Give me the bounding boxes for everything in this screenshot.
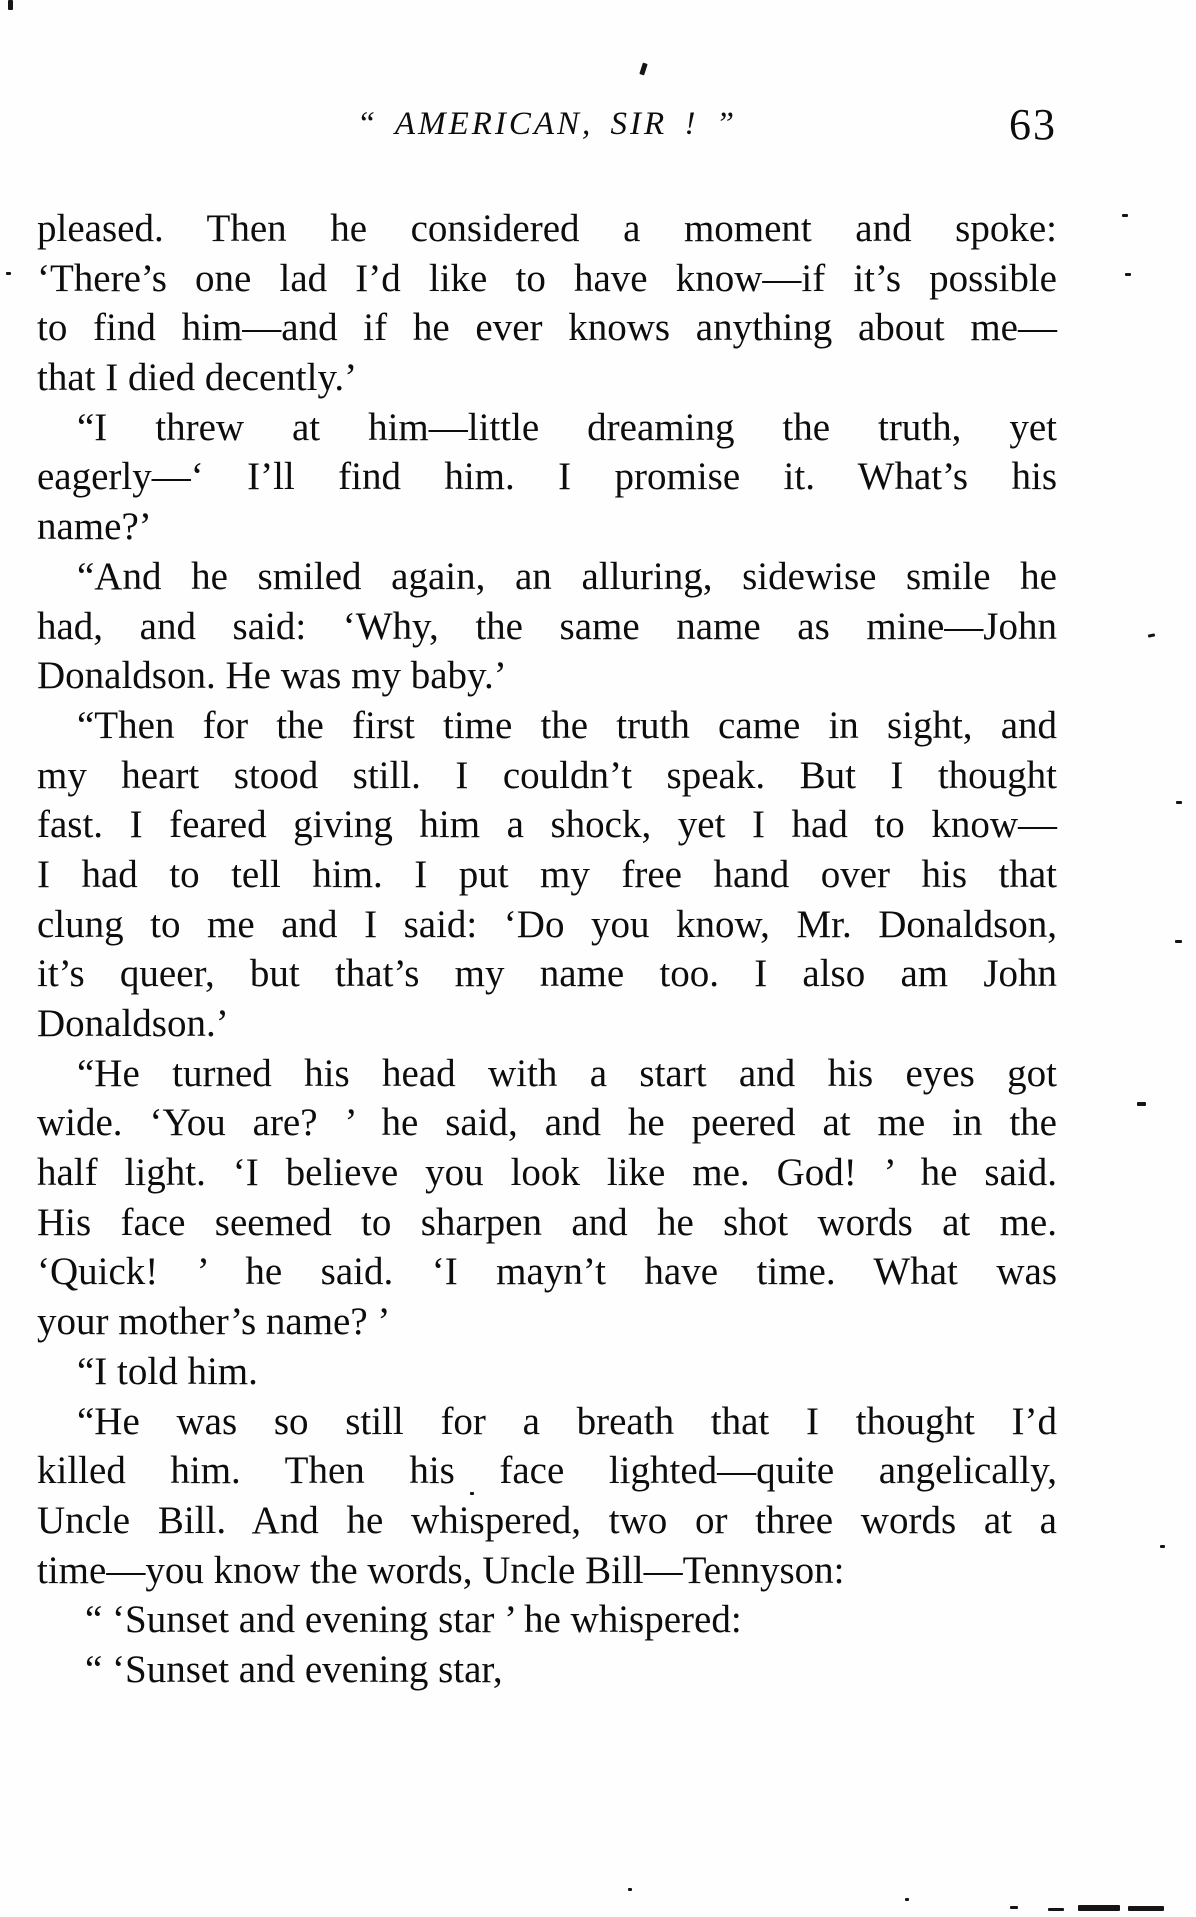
text-line: “ ‘Sunset and evening star, [85, 1647, 503, 1691]
text-line: had, and said: ‘Why, the same name as mine—John [37, 604, 1057, 648]
page-header [37, 0, 1057, 170]
scan-artifact [8, 0, 13, 10]
page-number: 63 [1009, 100, 1057, 149]
text-line: name?’ [37, 505, 152, 549]
text-line: His face seemed to sharpen and he shot words at me. [37, 1200, 1057, 1244]
scan-artifact [905, 1898, 909, 1901]
text-line: “He was so still for a breath that I thought I’d [77, 1399, 1057, 1443]
body-text [37, 204, 1057, 1695]
text-line: fast. I feared giving him a shock, yet I had to know— [37, 803, 1057, 847]
text-line: killed him. Then his face lighted—quite angelically, [37, 1449, 1057, 1493]
scan-artifact [1175, 940, 1182, 943]
text-line: ‘Quick! ’ he said. ‘I mayn’t have time. What was [37, 1250, 1057, 1294]
scan-artifact [1137, 1102, 1146, 1106]
scan-artifact [1160, 1545, 1165, 1548]
scan-artifact [1128, 1906, 1164, 1911]
text-line: “I threw at him—little dreaming the truth, yet [77, 405, 1057, 449]
text-line: “And he smiled again, an alluring, sidewise smile he [77, 554, 1057, 598]
text-line: Donaldson.’ [37, 1002, 229, 1045]
scan-artifact [470, 1492, 474, 1495]
text-line: to find him—and if he ever knows anything about me— [37, 306, 1057, 350]
text-line: I had to tell him. I put my free hand over his that [37, 852, 1057, 896]
scan-artifact [6, 272, 11, 275]
text-line: “He turned his head with a start and his eyes got [77, 1051, 1057, 1095]
text-line: Uncle Bill. And he whispered, two or three words at a [37, 1498, 1057, 1542]
scan-artifact [1148, 633, 1155, 637]
text-line: eagerly—‘ I’ll find him. I promise it. What’s his [37, 455, 1057, 499]
text-line: time—you know the words, Uncle Bill—Tennyson: [37, 1548, 845, 1592]
text-line: it’s queer, but that’s my name too. I also am John [37, 952, 1057, 996]
text-line: “I told him. [77, 1349, 258, 1393]
running-title: “ AMERICAN, SIR ! ” [356, 106, 738, 142]
text-line: pleased. Then he considered a moment and spoke: [37, 207, 1057, 250]
text-line: “Then for the first time the truth came in sight, and [77, 703, 1057, 747]
scan-artifact [1176, 801, 1182, 804]
text-line: “ ‘Sunset and evening star ’ he whispered: [85, 1598, 742, 1642]
text-line: your mother’s name? ’ [37, 1300, 391, 1344]
text-line: half light. ‘I believe you look like me. God! ’ he said. [37, 1151, 1057, 1195]
text-line: ‘There’s one lad I’d like to have know—if it’s possible [37, 256, 1057, 300]
scan-artifact [1010, 1906, 1018, 1909]
scan-artifact [1048, 1908, 1064, 1911]
scan-artifact [1125, 273, 1131, 276]
text-line: that I died decently.’ [37, 356, 358, 400]
scan-artifact [1122, 214, 1128, 217]
text-line: wide. ‘You are? ’ he said, and he peered at me in the [37, 1101, 1057, 1145]
scan-artifact [628, 1888, 632, 1891]
text-line: clung to me and I said: ‘Do you know, Mr. Donaldson, [37, 902, 1057, 946]
scan-artifact [1078, 1905, 1120, 1911]
text-line: my heart stood still. I couldn’t speak. But I thought [37, 753, 1057, 797]
text-line: Donaldson. He was my baby.’ [37, 654, 507, 698]
